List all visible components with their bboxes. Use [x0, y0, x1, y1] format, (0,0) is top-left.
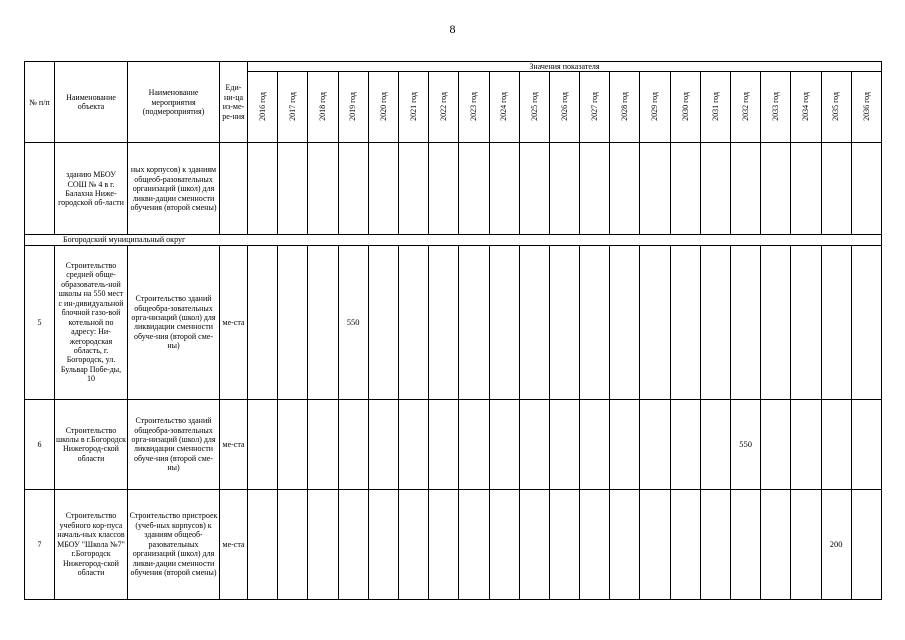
value-cell [670, 245, 700, 399]
value-cell [519, 143, 549, 235]
value-cell [610, 143, 640, 235]
header-year [429, 72, 459, 143]
value-cell [248, 489, 278, 599]
header-year-label: 2017 год [288, 91, 298, 121]
region-row [25, 235, 882, 245]
header-year [700, 72, 730, 143]
header-year [761, 72, 791, 143]
value-cell [731, 143, 761, 235]
value-cell [791, 489, 821, 599]
value-cell [791, 143, 821, 235]
value-cell [248, 399, 278, 489]
value-cell [640, 143, 670, 235]
value-cell: 200 [821, 489, 851, 599]
continuation-unit [220, 143, 248, 235]
continuation-num [25, 143, 55, 235]
value-cell [338, 489, 368, 599]
header-year [731, 72, 761, 143]
value-cell [610, 245, 640, 399]
header-year [338, 72, 368, 143]
header-activity: Наименование мероприятия (подмероприятия) [128, 62, 220, 143]
value-cell [761, 245, 791, 399]
value-cell [338, 399, 368, 489]
value-cell [640, 245, 670, 399]
row-activity: Строительство зданий общеобра-зовательных орга-низаций (школ) для ликвидации сменности обуче-ния (второй сме-ны) [128, 245, 220, 399]
value-cell [670, 143, 700, 235]
value-cell [731, 245, 761, 399]
continuation-activity: ных корпусов) к зданиям общеоб-разовательных организаций (школ) для ликви-дации сменности обучения (второй смены) [128, 143, 220, 235]
value-cell [610, 399, 640, 489]
value-cell [489, 399, 519, 489]
header-num: № п/п [25, 62, 55, 143]
value-cell [821, 143, 851, 235]
value-cell [429, 245, 459, 399]
value-cell [368, 399, 398, 489]
value-cell [398, 489, 428, 599]
header-year-label: 2024 год [499, 91, 509, 121]
value-cell [670, 489, 700, 599]
value-cell [761, 399, 791, 489]
value-cell [489, 489, 519, 599]
row-unit: ме-ста [220, 489, 248, 599]
value-cell [640, 489, 670, 599]
header-year-label: 2027 год [589, 91, 599, 121]
header-year-label: 2035 год [831, 91, 841, 121]
value-cell [519, 245, 549, 399]
row-unit: ме-ста [220, 245, 248, 399]
value-cell: 550 [731, 399, 761, 489]
header-year-label: 2033 год [771, 91, 781, 121]
header-year [640, 72, 670, 143]
value-cell [338, 143, 368, 235]
value-cell [700, 489, 730, 599]
value-cell [851, 245, 881, 399]
header-year [308, 72, 338, 143]
header-year-label: 2031 год [710, 91, 720, 121]
table-row [25, 245, 882, 399]
row-activity: Строительство пристроек (учеб-ных корпусов) к зданиям общеоб-разовательных организаций (школ) для ликви-дации сменности обучения (второй смены) [128, 489, 220, 599]
value-cell [851, 143, 881, 235]
value-cell [580, 399, 610, 489]
value-cell [308, 489, 338, 599]
value-cell [278, 489, 308, 599]
header-row-1 [25, 62, 882, 72]
value-cell [700, 245, 730, 399]
value-cell [791, 399, 821, 489]
value-cell [851, 489, 881, 599]
region-label: Богородский муниципальный округ [25, 235, 882, 245]
value-cell [761, 143, 791, 235]
header-year [278, 72, 308, 143]
page-number: 8 [449, 22, 456, 36]
value-cell [851, 399, 881, 489]
value-cell: 550 [338, 245, 368, 399]
value-cell [489, 245, 519, 399]
header-year-label: 2019 год [348, 91, 358, 121]
header-year-label: 2032 год [740, 91, 750, 121]
indicator-table [24, 61, 882, 600]
value-cell [278, 245, 308, 399]
value-cell [610, 489, 640, 599]
value-cell [429, 489, 459, 599]
value-cell [700, 143, 730, 235]
value-cell [398, 245, 428, 399]
header-year [549, 72, 579, 143]
header-year [519, 72, 549, 143]
header-year-label: 2021 год [408, 91, 418, 121]
header-year-label: 2018 год [318, 91, 328, 121]
value-cell [429, 399, 459, 489]
continuation-object: зданию МБОУ СОШ № 4 в г. Балахна Ниже-городской об-ласти [55, 143, 128, 235]
value-cell [580, 489, 610, 599]
header-year [610, 72, 640, 143]
value-cell [368, 245, 398, 399]
header-year [248, 72, 278, 143]
header-year [821, 72, 851, 143]
table-row [25, 489, 882, 599]
header-year-label: 2030 год [680, 91, 690, 121]
value-cell [670, 399, 700, 489]
continuation-row [25, 143, 882, 235]
value-cell [459, 489, 489, 599]
value-cell [429, 143, 459, 235]
header-year-label: 2020 год [378, 91, 388, 121]
row-activity: Строительство зданий общеобра-зовательных орга-низаций (школ) для ликвидации сменности обуче-ния (второй сме-ны) [128, 399, 220, 489]
value-cell [791, 245, 821, 399]
value-cell [761, 489, 791, 599]
row-num: 7 [25, 489, 55, 599]
value-cell [821, 399, 851, 489]
header-year [851, 72, 881, 143]
header-values: Значения показателя [248, 62, 882, 72]
value-cell [308, 245, 338, 399]
value-cell [278, 399, 308, 489]
value-cell [549, 489, 579, 599]
header-year [368, 72, 398, 143]
value-cell [459, 143, 489, 235]
value-cell [640, 399, 670, 489]
value-cell [549, 245, 579, 399]
row-object: Строительство средней обще-образователь-ной школы на 550 мест с ин-дивидуальной блочной газо-вой котельной по адресу: Ни-жегородская область, г. Богородск, ул. Бульвар Побе-ды, 10 [55, 245, 128, 399]
row-unit: ме-ста [220, 399, 248, 489]
value-cell [821, 245, 851, 399]
header-year [398, 72, 428, 143]
value-cell [278, 143, 308, 235]
value-cell [580, 245, 610, 399]
header-year-label: 2016 год [257, 91, 267, 121]
value-cell [459, 245, 489, 399]
row-object: Строительство школы в г.Богородск Нижегород-ской области [55, 399, 128, 489]
value-cell [248, 143, 278, 235]
value-cell [519, 489, 549, 599]
header-year-label: 2026 год [559, 91, 569, 121]
value-cell [549, 143, 579, 235]
value-cell [308, 143, 338, 235]
value-cell [368, 143, 398, 235]
value-cell [398, 399, 428, 489]
value-cell [519, 399, 549, 489]
value-cell [459, 399, 489, 489]
header-year-label: 2036 год [861, 91, 871, 121]
header-year-label: 2023 год [469, 91, 479, 121]
value-cell [308, 399, 338, 489]
table-row [25, 399, 882, 489]
value-cell [731, 489, 761, 599]
row-object: Строительство учебного кор-пуса началь-ных классов МБОУ "Школа №7" г.Богородск Нижегород-ской области [55, 489, 128, 599]
header-year-label: 2028 год [620, 91, 630, 121]
header-object: Наименование объекта [55, 62, 128, 143]
header-year-label: 2025 год [529, 91, 539, 121]
value-cell [489, 143, 519, 235]
header-year [791, 72, 821, 143]
value-cell [398, 143, 428, 235]
header-unit: Еди-ни-ца из-ме-ре-ния [220, 62, 248, 143]
header-year-label: 2034 год [801, 91, 811, 121]
header-year [580, 72, 610, 143]
header-year [670, 72, 700, 143]
header-year-label: 2022 год [439, 91, 448, 121]
value-cell [368, 489, 398, 599]
header-year [459, 72, 489, 143]
value-cell [700, 399, 730, 489]
row-num: 6 [25, 399, 55, 489]
header-year [489, 72, 519, 143]
header-year-label: 2029 год [650, 91, 660, 121]
row-num: 5 [25, 245, 55, 399]
value-cell [549, 399, 579, 489]
value-cell [248, 245, 278, 399]
value-cell [580, 143, 610, 235]
